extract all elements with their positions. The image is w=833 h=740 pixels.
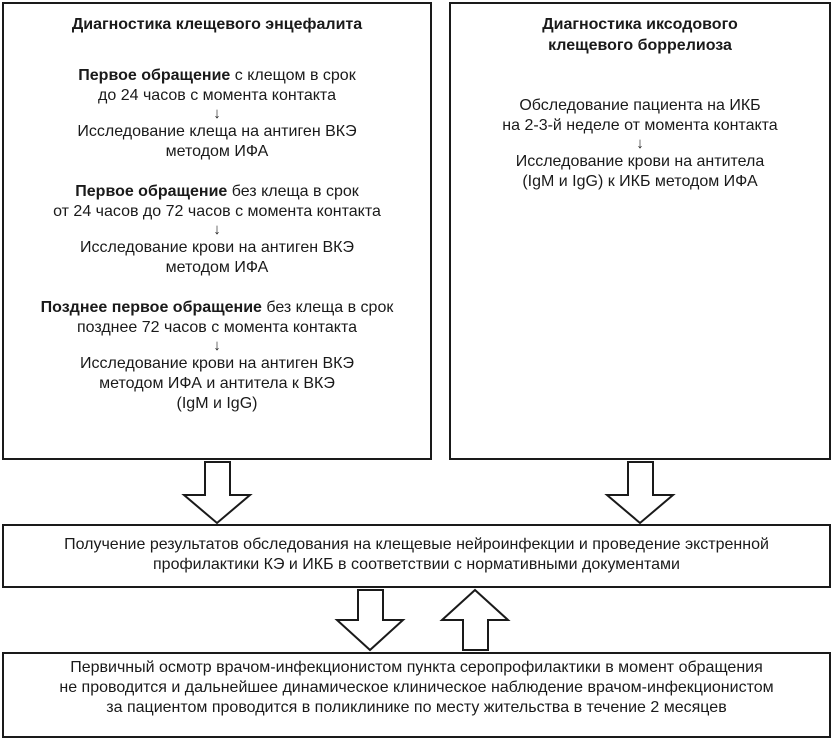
- follow-up-line-1: Первичный осмотр врачом-инфекционистом пункта серопрофилактики в момент обращения: [70, 659, 763, 676]
- tbe-step-1-line2: до 24 часов с момента контакта: [98, 87, 336, 104]
- follow-up-line-2: не проводится и дальнейшее динамическое клиническое наблюдение врачом-инфекционистом: [59, 679, 774, 696]
- tbe-step-2-bold: Первое обращение: [75, 183, 228, 200]
- follow-up-box: [2, 652, 831, 738]
- ikb-title-line-2: клещевого боррелиоза: [548, 37, 732, 54]
- tbe-step-3-result-2: методом ИФА и антитела к ВКЭ: [99, 375, 335, 392]
- tbe-step-1-result-2: методом ИФА: [165, 143, 269, 160]
- follow-up-line-3: за пациентом проводится в поликлинике по месту жительства в течение 2 месяцев: [106, 699, 727, 716]
- arrow-down-icon: ↓: [213, 337, 221, 354]
- ikb-line-2: на 2-3-й неделе от момента контакта: [502, 117, 778, 134]
- big-arrow-down-icon: [607, 462, 673, 523]
- tbe-step-2-result-2: методом ИФА: [165, 259, 269, 276]
- tbe-step-3-bold: Позднее первое обращение: [40, 299, 262, 316]
- tbe-step-2-line2: от 24 часов до 72 часов с момента контакта: [53, 203, 381, 220]
- arrow-down-icon: ↓: [213, 221, 221, 238]
- big-arrow-down-icon: [337, 590, 403, 650]
- results-line-2: профилактики КЭ и ИКБ в соответствии с нормативными документами: [153, 556, 680, 573]
- tbe-step-1-bold: Первое обращение: [78, 67, 231, 84]
- tbe-step-3-line2: позднее 72 часов с момента контакта: [76, 319, 358, 336]
- results-box: [2, 524, 831, 588]
- ikb-line-3: Исследование крови на антитела: [515, 153, 765, 170]
- arrow-down-icon: ↓: [213, 105, 221, 122]
- big-arrow-up-icon: [442, 590, 508, 650]
- tbe-title: Диагностика клещевого энцефалита: [71, 16, 363, 33]
- results-line-1: Получение результатов обследования на клещевые нейроинфекции и проведение экстренной: [64, 536, 769, 553]
- tbe-step-1-rest: с клещом в срок: [230, 67, 356, 84]
- tbe-step-3-result-1: Исследование крови на антиген ВКЭ: [80, 355, 354, 372]
- arrow-down-icon: ↓: [636, 135, 644, 152]
- ikb-line-1: Обследование пациента на ИКБ: [519, 97, 761, 114]
- tbe-step-3-rest: без клеща в срок: [261, 299, 394, 316]
- ikb-title-line-1: Диагностика иксодового: [542, 16, 738, 33]
- tbe-step-2-rest: без клеща в срок: [227, 183, 359, 200]
- ikb-line-4: (IgM и IgG) к ИКБ методом ИФА: [522, 173, 758, 190]
- tbe-step-3-result-3: (IgM и IgG): [176, 395, 258, 412]
- big-arrow-down-icon: [184, 462, 250, 523]
- tbe-step-2-result-1: Исследование крови на антиген ВКЭ: [80, 239, 354, 256]
- tbe-step-1-result-1: Исследование клеща на антиген ВКЭ: [77, 123, 357, 140]
